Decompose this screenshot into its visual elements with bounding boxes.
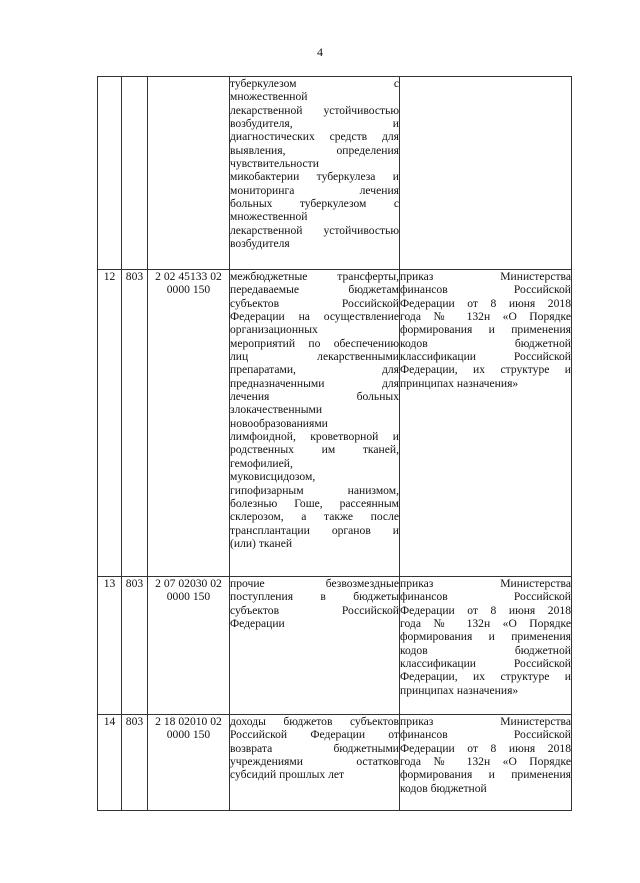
administrator-code-cell: 803 [122, 577, 148, 715]
text-line: возбудителя, и [230, 117, 399, 131]
text-line: субъектов Российской [230, 296, 399, 310]
text-line: лекарственной устойчивостью [230, 223, 399, 237]
legal-basis-cell [400, 577, 572, 715]
text-line: выявления, определения [230, 143, 399, 157]
text-line: (или) тканей [230, 536, 293, 550]
table-row [98, 715, 572, 811]
budget-classification-code-cell [148, 715, 230, 811]
text-line: Федерации от 8 июня 2018 [400, 603, 571, 617]
page-number: 4 [317, 45, 323, 59]
text-line: принципах назначения» [400, 683, 519, 697]
text-line: приказ Министерства [400, 270, 571, 283]
text-line: формирования и применения [400, 630, 571, 644]
table-row [98, 77, 572, 270]
text-line: кодов бюджетной [400, 781, 487, 795]
legal-basis-cell [400, 715, 572, 811]
text-line: учреждениями остатков [230, 755, 399, 769]
code-line: 0000 150 [166, 728, 211, 742]
text-line: финансов Российской [400, 728, 571, 742]
text-line: Федерации от 8 июня 2018 [400, 741, 571, 755]
text-line: кодов бюджетной [400, 336, 571, 350]
text-line: злокачественными [230, 403, 323, 417]
text-line: поступления в бюджеты [230, 590, 399, 604]
text-line: чувствительности [230, 157, 319, 171]
text-line: года № 132н «О Порядке [400, 617, 571, 631]
text-line: болезнью Гоше, рассеянным [230, 496, 399, 510]
text-line: гипофизарным нанизмом, [230, 483, 399, 497]
text-line: гемофилией, [230, 456, 293, 470]
text-line: финансов Российской [400, 283, 571, 297]
code-line: 2 18 02010 02 [155, 715, 222, 728]
text-line: финансов Российской [400, 590, 571, 604]
text-line: новообразованиями [230, 416, 328, 430]
text-line: кодов бюджетной [400, 643, 571, 657]
text-line: мероприятий по обеспечению [230, 336, 399, 350]
code-line: 2 07 02030 02 [155, 577, 222, 590]
table-row [98, 577, 572, 715]
text-line: Российской Федерации от [230, 728, 399, 742]
text-line: родственных им тканей, [230, 443, 399, 457]
text-line: года № 132н «О Порядке [400, 755, 571, 769]
text-line: принципах назначения» [400, 376, 519, 390]
text-line: возбудителя [230, 237, 290, 251]
table-row [98, 270, 572, 577]
text-line: склерозом, а также после [230, 510, 399, 524]
text-line: множественной [230, 90, 308, 104]
text-line: больных туберкулезом с [230, 197, 399, 211]
administrator-code-cell: 803 [122, 270, 148, 577]
row-number-cell: 13 [98, 577, 122, 715]
text-line: субсидий прошлых лет [230, 768, 345, 782]
text-line: микобактерии туберкулеза и [230, 170, 399, 184]
text-line: предназначенными для [230, 376, 399, 390]
text-line: Федерации [230, 617, 285, 631]
text-line: доходы бюджетов субъектов [230, 715, 399, 728]
budget-classification-code-cell [148, 577, 230, 715]
text-line: приказ Министерства [400, 577, 571, 590]
text-line: формирования и применения [400, 768, 571, 782]
text-line: муковисцидозом, [230, 470, 316, 484]
row-number-cell: 12 [98, 270, 122, 577]
text-line: Федерации на осуществление [230, 310, 399, 324]
code-line: 0000 150 [166, 590, 211, 604]
text-line: организационных [230, 323, 318, 337]
legal-basis-cell [400, 77, 572, 270]
revenue-name-cell [230, 270, 400, 577]
row-number-cell [98, 77, 122, 270]
code-line: 2 02 45133 02 [155, 270, 222, 283]
revenue-name-cell [230, 715, 400, 811]
text-line: передаваемые бюджетам [230, 283, 399, 297]
text-line: формирования и применения [400, 323, 571, 337]
text-line: трансплантации органов и [230, 523, 399, 537]
text-line: множественной [230, 210, 308, 224]
text-line: возврата бюджетными [230, 741, 399, 755]
text-line: Федерации от 8 июня 2018 [400, 296, 571, 310]
text-line: туберкулезом с [230, 77, 399, 90]
code-line: 0000 150 [166, 283, 211, 297]
text-line: препаратами, для [230, 363, 399, 377]
revenue-name-cell [230, 77, 400, 270]
text-line: мониторинга лечения [230, 183, 399, 197]
text-line: субъектов Российской [230, 603, 399, 617]
administrator-code-cell [122, 77, 148, 270]
text-line: Федерации, их структуре и [400, 670, 571, 684]
row-number-cell: 14 [98, 715, 122, 811]
text-line: прочие безвозмездные [230, 577, 399, 590]
text-line: классификации Российской [400, 657, 571, 671]
administrator-code-cell: 803 [122, 715, 148, 811]
legal-basis-cell [400, 270, 572, 577]
text-line: лиц лекарственными [230, 350, 399, 364]
text-line: приказ Министерства [400, 715, 571, 728]
text-line: межбюджетные трансферты, [230, 270, 399, 283]
revenue-codes-table [97, 76, 572, 811]
budget-classification-code-cell [148, 270, 230, 577]
text-line: лечения больных [230, 390, 399, 404]
text-line: Федерации, их структуре и [400, 363, 571, 377]
text-line: диагностических средств для [230, 130, 399, 144]
text-line: лимфоидной, кроветворной и [230, 430, 399, 444]
budget-classification-code-cell [148, 77, 230, 270]
text-line: классификации Российской [400, 350, 571, 364]
revenue-name-cell [230, 577, 400, 715]
text-line: лекарственной устойчивостью [230, 103, 399, 117]
text-line: года № 132н «О Порядке [400, 310, 571, 324]
